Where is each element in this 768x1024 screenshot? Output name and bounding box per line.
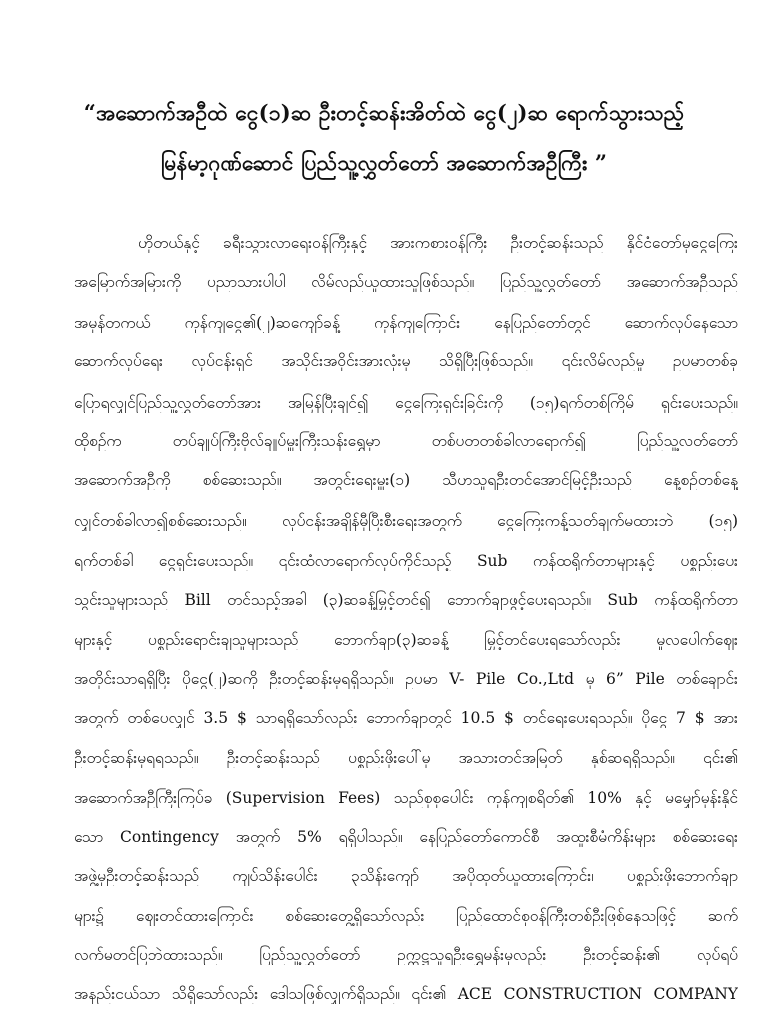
body-line-8: လျှင်တစ်ခါလာ၍စစ်ဆေးသည်။ လုပ်ငန်းအချိန်မှီပြီးစီးရေးအတွက် ငွေကြေးကန့်သတ်ချက်မထားဘဲ (၁၅) xyxy=(74,512,738,530)
body-line-9: ရက်တစ်ခါ ငွေရှင်းပေးသည်။ ၎င်းထံလာရောက်လုပ်ကိုင်သည့် Sub ကန်ထရိုက်တာများနှင့် ပစ္စည်းပေး xyxy=(74,552,738,570)
body-line-7: အဆောက်အဦကို စစ်ဆေးသည်။ အတွင်းရေးမှူး(၁) သီဟသူရဦးတင်အောင်မြင့်ဦးသည် နေ့စဉ်တစ်နေ့ xyxy=(74,471,738,489)
document-title-line-1: “အဆောက်အဦထဲ ငွေ(၁)ဆ ဦးတင့်ဆန်းအိတ်ထဲ ငွေ(၂)ဆ ရောက်သွားသည့် xyxy=(83,100,685,125)
body-line-5: ပြောရလျှင်ပြည်သူ့လွှတ်တော်အား အမြန်ပြီးချင်၍ ငွေကြေးရှင်းခြင်းကို (၁၅)ရက်တစ်ကြိမ် ရှင်းပေးသည်။ xyxy=(74,394,738,412)
body-line-20: အနည်းငယ်သာ သိရှိသော်လည်း ဒေါသဖြစ်လျှက်ရှိသည်။ ၎င်း၏ ACE CONSTRUCTION COMPANY xyxy=(74,985,738,1003)
body-line-10: သွင်းသူများသည် Bill တင်သည့်အခါ (၃)ဆခန့်မြှင့်တင်၍ ဘောက်ချာဖွင့်ပေးရသည်။ Sub ကန်ထရိုက်တာ xyxy=(74,591,738,609)
body-line-12: အတိုင်းသာရရှိပြီး ပိုငွေ(၂)ဆကို ဦးတင့်ဆန်းမှရရှိသည်။ ဥပမာ V- Pile Co.,Ltd မှ 6” Pile တစ်ချောင်း xyxy=(74,670,738,688)
body-line-2: အမြောက်အမြားကို ပညာသားပါပါ လိမ်လည်ယူထားသူဖြစ်သည်။ ပြည်သူ့လွှတ်တော် အဆောက်အဦသည် xyxy=(74,273,738,291)
body-line-17: အဖွဲ့မှဦးတင့်ဆန်းသည် ကျပ်သိန်းပေါင်း ၃သိန်းကျော် အပိုထုတ်ယူထားကြောင်း၊ ပစ္စည်းဖိုးဘောက်ချာ xyxy=(74,867,738,885)
body-line-13: အတွက် တစ်ပေလျှင် 3.5 $ သာရရှိသော်လည်း ဘောက်ချာတွင် 10.5 $ တင်ရေးပေးရသည်။ ပိုငွေ 7 $ အား xyxy=(74,709,738,727)
body-line-16: သော Contingency အတွက် 5% ရရှိပါသည်။ နေပြည်တော်ကောင်စီ အထူးစီမံကိန်းများ စစ်ဆေးရေး xyxy=(74,828,738,846)
body-line-19: လက်မတင်ပြဘဲထားသည်။ ပြည်သူ့လွှတ်တော် ဥက္ကဋ္ဌသူရဦးရွှေမန်းမှလည်း ဦးတင့်ဆန်း၏ လုပ်ရပ် xyxy=(74,946,738,964)
body-line-11: များနှင့် ပစ္စည်းရောင်းချသူများသည် ဘောက်ချာ(၃)ဆခန့် မြှင့်တင်ပေးရသော်လည်း မူလပေါက်ဈေး xyxy=(74,631,738,649)
body-line-18: များ၌ ဈေးတင်ထားကြောင်း စစ်ဆေးတွေ့ရှိသော်လည်း ပြည်ထောင်စုဝန်ကြီးတစ်ဦးဖြစ်နေသဖြင့် ဆက် xyxy=(74,907,738,925)
body-line-1: ဟိုတယ်နှင့် ခရီးသွားလာရေးဝန်ကြီးနှင့် အားကစားဝန်ကြီး ဦးတင့်ဆန်းသည် နိုင်ငံတော်မှငွေကြေး xyxy=(138,234,738,252)
body-line-6: ထိုစဉ်က တပ်ချုပ်ကြီးဗိုလ်ချုပ်မှူးကြီးသန်းရွှေမှာ တစ်ပတတစ်ခါလာရောက်၍ ပြည်သူ့လတ်တော် xyxy=(74,432,738,450)
body-line-14: ဦးတင့်ဆန်းမှရရသည်။ ဦးတင့်ဆန်းသည် ပစ္စည်းဖိုးပေါ်မှ အသားတင်အမြတ် နှစ်ဆရရှိသည်။ ၎င်း၏ xyxy=(74,749,738,767)
body-line-4: ဆောက်လုပ်ရေး လုပ်ငန်းရှင် အသိုင်းအဝိုင်းအားလုံးမှ သိရှိပြီးဖြစ်သည်။ ၎င်းလိမ်လည်မှု ဥပမာတစ်ခု xyxy=(74,352,738,370)
document-title-line-2: မြန်မာ့ဂုဏ်ဆောင် ပြည်သူ့လွှတ်တော် အဆောက်အဦကြီး ” xyxy=(160,150,608,175)
body-line-15: အဆောက်အဦကြီးကြပ်ခ (Supervision Fees) သည်စုစုပေါင်း ကုန်ကျစရိတ်၏ 10% နှင့် မမျှော်မှန်းနိုင် xyxy=(74,789,738,807)
body-line-3: အမှန်တကယ် ကုန်ကျငွေ၏(၂)ဆကျော်ခန့် ကုန်ကျကြောင်း နေပြည်တော်တွင် ဆောက်လုပ်နေသော xyxy=(74,314,738,332)
